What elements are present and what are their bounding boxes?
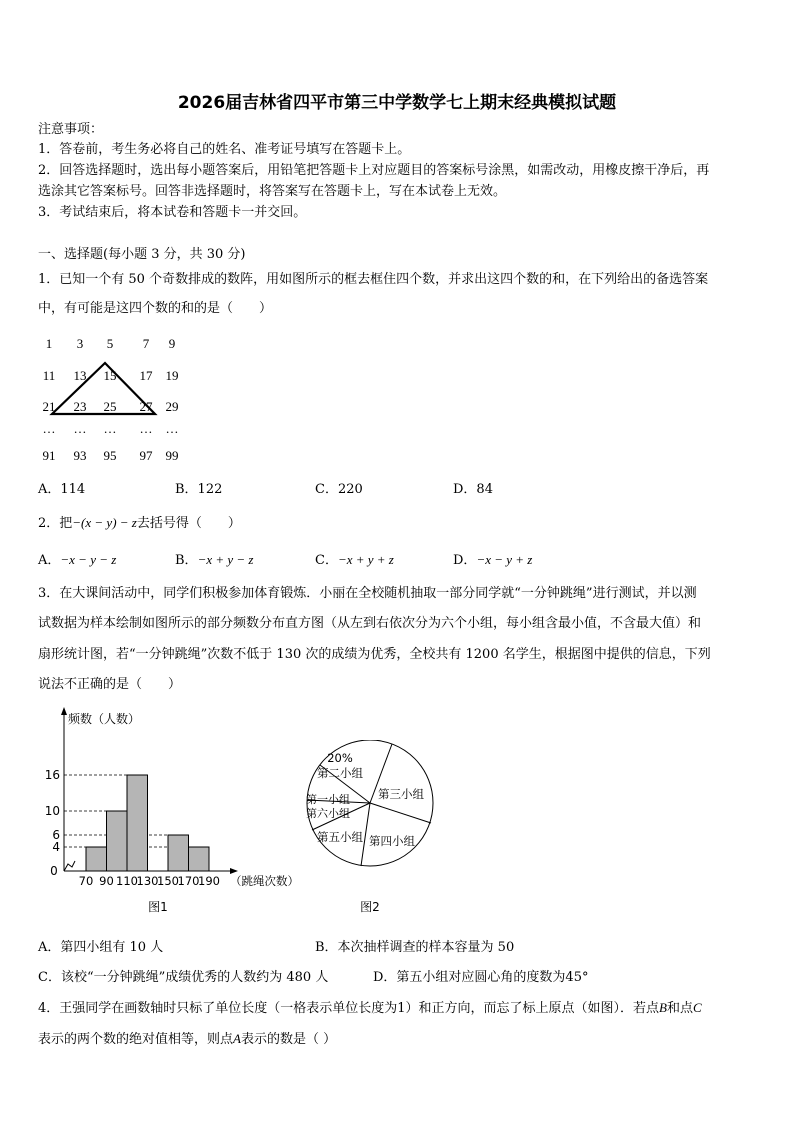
q2-option-a-letter: A． [38, 553, 61, 568]
q3-option-c[interactable]: C．该校“一分钟跳绳”成绩优秀的人数约为 480 人 [38, 970, 329, 985]
q3-stem-line1: 3．在大课间活动中，同学们积极参加体育锻炼．小丽在全校随机抽取一部分同学就“一分钟跳绳”进行测试，并以测 [38, 586, 697, 601]
x-tick-label: 110 [116, 874, 138, 888]
histogram-ylabel: 频数（人数） [68, 712, 141, 726]
q2-stem [38, 513, 241, 534]
q2-option-d[interactable] [453, 549, 532, 568]
pie-label-group6: 第六小组 [306, 807, 350, 820]
q1-option-b[interactable]: B．122 [175, 482, 223, 497]
pie-label-group2: 第二小组 [317, 766, 363, 780]
histogram-bar [86, 847, 107, 871]
q4-text-3: 表示的两个数的绝对值相等，则点 [38, 1032, 234, 1047]
y-tick-label: 6 [52, 828, 60, 842]
histogram-chart [40, 705, 320, 920]
grid-cell: 7 [142, 336, 150, 351]
histogram-bar [127, 775, 148, 871]
grid-cell: 19 [165, 368, 179, 383]
y-tick-label: 10 [44, 804, 60, 818]
q2-option-a-expr: −x − y − z [60, 552, 117, 567]
q4-text-2: 和点 [667, 1001, 694, 1016]
y-tick-label: 16 [44, 768, 60, 782]
x-tick-label: 170 [177, 874, 200, 888]
pie-label-group3: 第三小组 [378, 787, 424, 801]
pie-label-group1: 第一小组 [306, 793, 350, 806]
q1-option-d[interactable]: D．84 [453, 482, 493, 497]
grid-cell: 91 [42, 448, 56, 463]
grid-cell: 97 [139, 448, 153, 463]
q4-stem-line1 [38, 998, 702, 1019]
notice-item-2-cont: 选涂其它答案标号。回答非选择题时，将答案写在答题卡上，写在本试卷上无效。 [38, 184, 507, 199]
q3-stem-line2: 试数据为样本绘制如图所示的部分频数分布直方图（从左到右依次分为六个小组，每小组含最小值，不含最大值）和 [38, 616, 702, 631]
grid-cell: 3 [76, 336, 84, 351]
histogram-bar [168, 835, 189, 871]
x-tick-label: 70 [78, 874, 94, 888]
q2-option-d-letter: D． [453, 553, 477, 568]
notice-item-2: 2．回答选择题时，选出每小题答案后，用铅笔把答题卡上对应题目的答案标号涂黑，如需改动，用橡皮擦干净后，再 [38, 163, 710, 178]
x-tick-label: 130 [136, 874, 159, 888]
q2-option-b[interactable] [175, 549, 253, 568]
axis-break-mark [64, 861, 75, 871]
q4-text-4: 表示的数是（ ） [240, 1032, 337, 1047]
origin-label: 0 [50, 864, 58, 878]
q1-stem-line2: 中，有可能是这四个数的和的是（ ） [38, 301, 273, 316]
pie-label-group4: 第四小组 [369, 834, 415, 848]
grid-cell: … [73, 421, 87, 436]
grid-cell: … [139, 421, 153, 436]
histogram-xlabel: （跳绳次数） [230, 874, 299, 888]
q3-option-a[interactable]: A．第四小组有 10 人 [38, 940, 164, 955]
grid-cell: 27 [139, 399, 153, 414]
q4-point-a: A [233, 1031, 241, 1046]
q2-suffix: 去括号得（ ） [136, 516, 241, 531]
q2-prefix: 2．把 [38, 516, 73, 531]
grid-cell: 13 [73, 368, 87, 383]
q2-option-c[interactable] [315, 549, 394, 568]
histogram-caption: 图1 [148, 900, 168, 914]
grid-cell: 95 [103, 448, 117, 463]
grid-cell: 99 [165, 448, 179, 463]
grid-cell: 29 [165, 399, 179, 414]
grid-cell: 1 [45, 336, 53, 351]
notice-heading: 注意事项： [38, 122, 104, 137]
q1-option-c[interactable]: C．220 [315, 482, 363, 497]
x-tick-label: 190 [198, 874, 220, 888]
y-tick-label: 4 [52, 840, 60, 854]
q3-stem-line4: 说法不正确的是（ ） [38, 677, 182, 692]
grid-cell: 9 [168, 336, 176, 351]
pie-label-group5: 第五小组 [317, 830, 363, 844]
grid-cell: 23 [73, 399, 87, 414]
x-tick-label: 90 [99, 874, 114, 888]
pie-caption: 图2 [360, 900, 380, 914]
grid-cell: 17 [139, 368, 153, 383]
grid-cell: 93 [73, 448, 87, 463]
notice-item-1: 1．答卷前，考生务必将自己的姓名、准考证号填写在答题卡上。 [38, 142, 411, 157]
pie-annotation-20pct: 20% [327, 751, 353, 765]
q1-stem-line1: 1．已知一个有 50 个奇数排成的数阵，用如图所示的框去框住四个数，并求出这四个数的和，在下列给出的备选答案 [38, 272, 709, 287]
section-heading: 一、选择题(每小题 3 分，共 30 分) [38, 247, 246, 262]
q2-option-c-letter: C． [315, 553, 338, 568]
grid-cell: 21 [42, 399, 56, 414]
x-tick-label: 150 [157, 874, 179, 888]
q4-point-b: B [659, 1000, 667, 1015]
q2-option-a[interactable] [38, 549, 116, 568]
q2-option-b-expr: −x + y − z [197, 552, 254, 567]
q4-stem-line2 [38, 1029, 336, 1050]
q3-option-b[interactable]: B．本次抽样调查的样本容量为 50 [315, 940, 515, 955]
q2-option-c-expr: −x + y + z [337, 552, 394, 567]
page-title: 2026届吉林省四平市第三中学数学七上期末经典模拟试题 [177, 93, 617, 113]
grid-cell: … [42, 421, 56, 436]
histogram-bar [107, 811, 128, 871]
q2-option-d-expr: −x − y + z [476, 552, 533, 567]
grid-cell: … [103, 421, 117, 436]
q4-point-c: C [693, 1000, 702, 1015]
histogram-bar [189, 847, 210, 871]
q2-option-b-letter: B． [175, 553, 198, 568]
q3-stem-line3: 扇形统计图，若“一分钟跳绳”次数不低于 130 次的成绩为优秀，全校共有 1200 名学生，根据图中提供的信息，下列 [38, 647, 711, 662]
y-axis-arrow [61, 707, 67, 715]
grid-cell: 25 [103, 399, 117, 414]
q2-expression: −(x − y) − z [72, 515, 137, 530]
q3-option-d[interactable]: D．第五小组对应圆心角的度数为45° [373, 970, 589, 985]
q1-option-a[interactable]: A．114 [38, 482, 86, 497]
grid-cell: 11 [42, 368, 56, 383]
pie-chart [300, 740, 450, 920]
grid-cell: … [165, 421, 179, 436]
q4-text-1: 4．王强同学在画数轴时只标了单位长度（一格表示单位长度为1）和正方向，而忘了标上原点（如图）．若点 [38, 1001, 660, 1016]
grid-cell: 5 [106, 336, 114, 351]
grid-cell: 15 [103, 368, 117, 383]
notice-item-3: 3．考试结束后，将本试卷和答题卡一并交回。 [38, 205, 307, 220]
